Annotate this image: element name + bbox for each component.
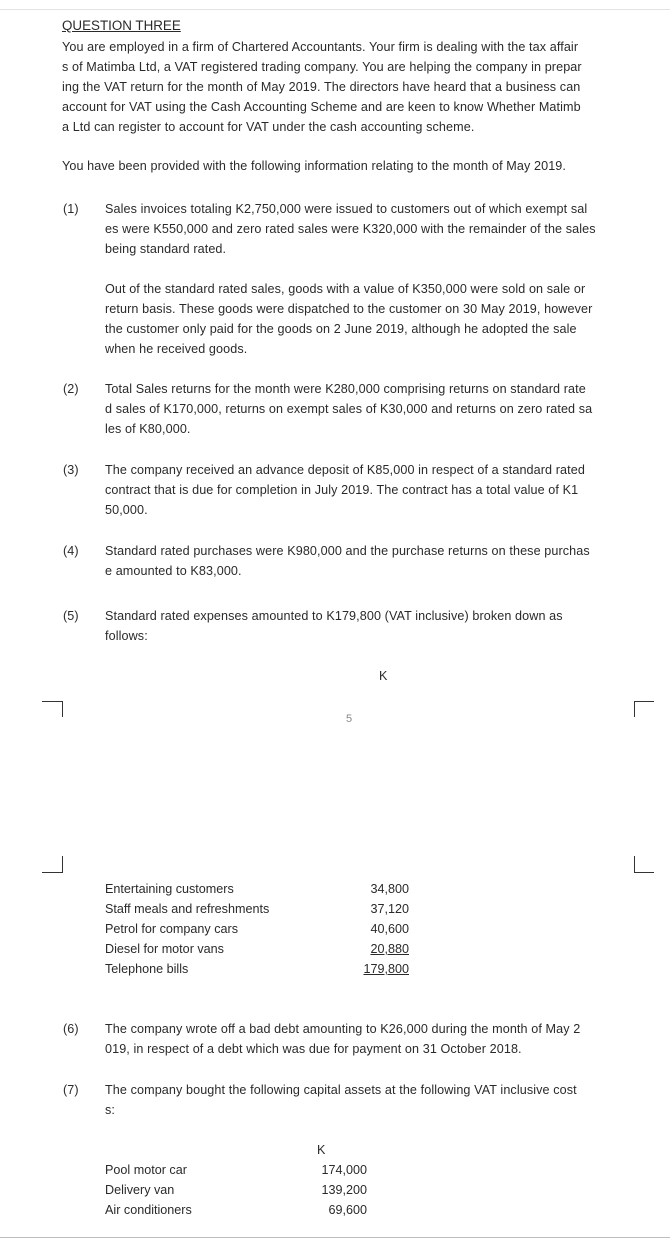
- item-line: when he received goods.: [105, 342, 248, 356]
- crop-mark-top-right: [634, 701, 654, 702]
- intro-line: a Ltd can register to account for VAT under the cash accounting scheme.: [62, 120, 475, 134]
- item-line: The company bought the following capital assets at the following VAT inclusive cost: [105, 1083, 577, 1097]
- item-line: s:: [105, 1103, 115, 1117]
- intro-paragraph: [62, 37, 640, 137]
- item-line: The company received an advance deposit of K85,000 in respect of a standard rated: [105, 463, 585, 477]
- question-heading: QUESTION THREE: [62, 18, 181, 33]
- item-line: being standard rated.: [105, 242, 227, 256]
- item-number-2: (2): [63, 382, 79, 396]
- item-line: d sales of K170,000, returns on exempt sales of K30,000 and returns on zero rated sa: [105, 402, 593, 416]
- item-line: return basis. These goods were dispatched to the customer on 30 May 2019, however: [105, 302, 593, 316]
- crop-mark-bottom-right: [634, 856, 635, 872]
- item-number-3: (3): [63, 463, 79, 477]
- item-4-text: [105, 541, 637, 581]
- item-line: Standard rated purchases were K980,000 and the purchase returns on these purchas: [105, 544, 590, 558]
- intro-line: s of Matimba Ltd, a VAT registered trading company. You are helping the company in prepar: [62, 60, 582, 74]
- item-2-text: [105, 379, 637, 439]
- item-line: 50,000.: [105, 503, 148, 517]
- amount-column-header: K: [379, 669, 388, 683]
- intro-line: ing the VAT return for the month of May 2019. The directors have heard that a business can: [62, 80, 581, 94]
- asset-amount: 69,600: [328, 1203, 367, 1217]
- item-line: follows:: [105, 629, 148, 643]
- table-row: [105, 939, 415, 959]
- table-row: [105, 959, 415, 979]
- table-row: [105, 1200, 375, 1220]
- item-1-text: [105, 199, 637, 259]
- item-line: the customer only paid for the goods on 2 June 2019, although he adopted the sale: [105, 322, 577, 336]
- table-row: [105, 1160, 375, 1180]
- crop-mark-bottom-left: [62, 856, 63, 872]
- item-6-text: [105, 1019, 637, 1059]
- asset-label: Air conditioners: [105, 1203, 192, 1217]
- expense-label: Diesel for motor vans: [105, 942, 224, 956]
- item-line: Standard rated expenses amounted to K179,800 (VAT inclusive) broken down as: [105, 609, 563, 623]
- item-line: 019, in respect of a debt which was due for payment on 31 October 2018.: [105, 1042, 522, 1056]
- intro-line: account for VAT using the Cash Accounting Scheme and are keen to know Whether Matimb: [62, 100, 581, 114]
- asset-amount: 174,000: [321, 1163, 367, 1177]
- item-line: Total Sales returns for the month were K280,000 comprising returns on standard rate: [105, 382, 586, 396]
- asset-label: Delivery van: [105, 1183, 175, 1197]
- crop-mark-top-right: [634, 701, 635, 717]
- item-number-7: (7): [63, 1083, 79, 1097]
- item-line: contract that is due for completion in July 2019. The contract has a total value of K1: [105, 483, 579, 497]
- asset-amount: 139,200: [321, 1183, 367, 1197]
- item-line: Sales invoices totaling K2,750,000 were issued to customers out of which exempt sal: [105, 202, 588, 216]
- item-line: les of K80,000.: [105, 422, 191, 436]
- top-divider: [0, 9, 670, 10]
- expense-label: Petrol for company cars: [105, 922, 238, 936]
- table-row: [105, 879, 415, 899]
- expense-amount: 37,120: [370, 902, 409, 916]
- expense-amount: 40,600: [370, 922, 409, 936]
- crop-mark-top-left: [42, 701, 62, 702]
- expense-amount: 179,800: [363, 962, 409, 976]
- provided-statement: You have been provided with the following information relating to the month of May 2019.: [62, 159, 567, 173]
- table-row: [105, 919, 415, 939]
- crop-mark-top-left: [62, 701, 63, 717]
- page-number: 5: [346, 713, 353, 725]
- expense-label: Entertaining customers: [105, 882, 234, 896]
- item-3-text: [105, 460, 637, 520]
- item-number-4: (4): [63, 544, 79, 558]
- intro-line: You are employed in a firm of Chartered Accountants. Your firm is dealing with the tax affair: [62, 40, 579, 54]
- expense-label: Staff meals and refreshments: [105, 902, 270, 916]
- item-5-text: [105, 606, 637, 646]
- expense-label: Telephone bills: [105, 962, 189, 976]
- item-line: es were K550,000 and zero rated sales were K320,000 with the remainder of the sales: [105, 222, 596, 236]
- expense-amount: 20,880: [370, 942, 409, 956]
- item-number-1: (1): [63, 202, 79, 216]
- item-7-text: [105, 1080, 637, 1120]
- item-line: Out of the standard rated sales, goods with a value of K350,000 were sold on sale or: [105, 282, 586, 296]
- item-line: e amounted to K83,000.: [105, 564, 242, 578]
- crop-mark-bottom-right: [634, 872, 654, 873]
- crop-mark-bottom-left: [42, 872, 63, 873]
- item-1-text-continued: [105, 279, 637, 359]
- bottom-divider: [0, 1237, 670, 1238]
- item-line: The company wrote off a bad debt amounting to K26,000 during the month of May 2: [105, 1022, 581, 1036]
- asset-label: Pool motor car: [105, 1163, 187, 1177]
- amount-column-header: K: [317, 1143, 326, 1157]
- item-number-6: (6): [63, 1022, 79, 1036]
- expense-amount: 34,800: [370, 882, 409, 896]
- table-row: [105, 1180, 375, 1200]
- item-number-5: (5): [63, 609, 79, 623]
- table-row: [105, 899, 415, 919]
